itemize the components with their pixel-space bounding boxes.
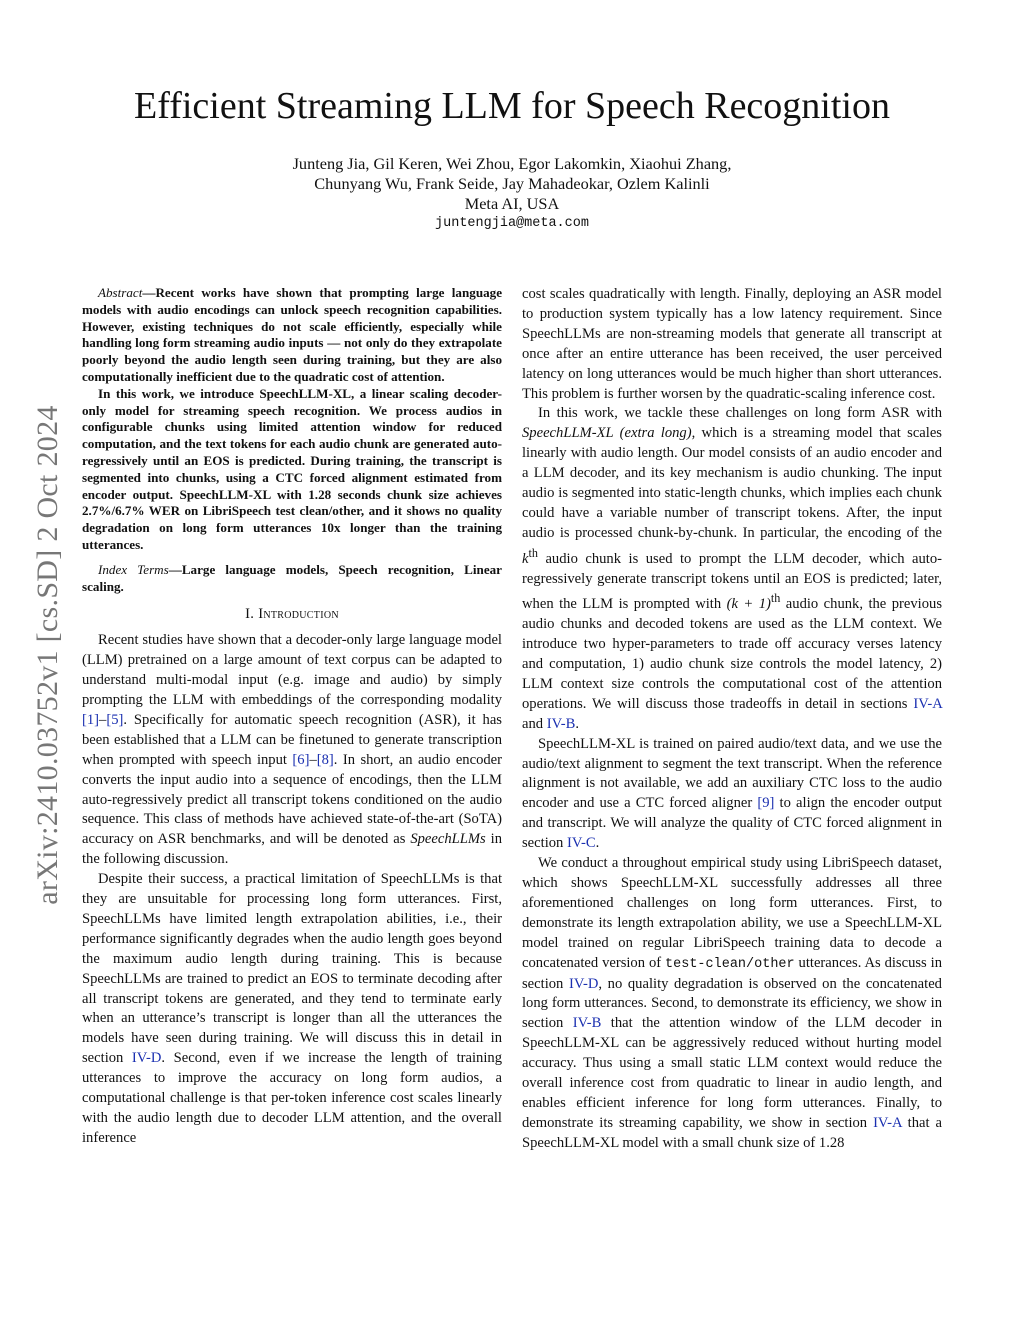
section-link[interactable]: IV-A [873, 1114, 902, 1131]
intro-paragraph-3: In this work, we tackle these challenges on long form ASR with SpeechLLM-XL (extra long), which is a streaming model that scales linearly with audio length. Our model consists of an audio encoder and a LLM decoder, and its key mechanism is audio chunking. The input audio is segmented into static-length chunks, which implies each chunk could have a variable number of transcript tokens. After, the input audio is processed chunk-by-chunk. In particular, the encoding of the $k^{th}$ audio chunk is used to prompt the LLM decoder, which auto-regressively generate transcript tokens until an EOS is predicted; later, when the LLM is prompted with $(k + 1)^{th}$ audio chunk, the previous audio chunks and decoded tokens are used as the LLM context. We introduce two hyper-parameters to trade off accuracy verses latency and computation, 1) audio chunk size controls the model latency, 2) LLM context size controls the computational cost of the attention operations. We will discuss those tradeoffs in detail in sections IV-A and IV-B. [522, 405, 943, 732]
section-link[interactable]: IV-C [567, 835, 596, 852]
author-line-1: Junteng Jia, Gil Keren, Wei Zhou, Egor Lakomkin, Xiaohui Zhang, [292, 154, 732, 173]
citation-link[interactable]: [9] [757, 795, 775, 812]
index-terms-label: Index Terms [98, 561, 169, 577]
affiliation: Meta AI, USA [464, 194, 560, 213]
intro-paragraph-2-continued: cost scales quadratically with length. Finally, deploying an ASR model to production system typically has a low latency requirement. Since SpeechLLMs are non-streaming models that generate all transcript at once after an entire utterance has been received, the user perceived latency on long utterances would be much higher than short utterances. This problem is further worsen by the quadratic-scaling inference cost. [522, 286, 942, 402]
abstract-label: Abstract [98, 285, 143, 300]
model-name: SpeechLLM-XL (extra long) [522, 425, 692, 442]
section-link[interactable]: IV-D [568, 975, 599, 992]
citation-link[interactable]: [8] [316, 751, 334, 768]
author-block [0, 154, 1024, 234]
right-column [522, 285, 942, 1154]
author-email[interactable]: juntengjia@meta.com [435, 216, 589, 231]
abstract-paragraph-2: In this work, we introduce SpeechLLM-XL, a linear scaling decoder-only model for streaming speech recognition. We process audios in configurable chunks using limited attention window for reduced computation, and the text tokens for each audio chunk are generated auto-regressively until an EOS is predicted. During training, the transcript is segmented into chunks, using a CTC forced alignment estimated from encoder output. SpeechLLM-XL with 1.28 seconds chunk size achieves 2.7%/6.7% WER on LibriSpeech test clean/other, and it shows no quality degradation on long form utterances 10x longer than the training utterances. [82, 385, 502, 552]
section-link[interactable]: IV-D [131, 1050, 162, 1067]
author-line-2: Chunyang Wu, Frank Seide, Jay Mahadeokar, Ozlem Kalinli [314, 174, 710, 193]
section-link[interactable]: IV-B [546, 715, 576, 732]
citation-link[interactable]: [5] [106, 711, 124, 728]
section-link[interactable]: IV-A [913, 695, 942, 712]
intro-paragraph-4: SpeechLLM-XL is trained on paired audio/text data, and we use the audio/text alignment to segment the text transcript. When the reference alignment is not available, we add an auxiliary CTC loss to the audio encoder and use a CTC forced aligner [9] to align the encoder output and transcript. We will analyze the quality of CTC forced alignment in section IV-C. [522, 735, 942, 852]
intro-paragraph-1: Recent studies have shown that a decoder-only large language model (LLM) pretrained on a large amount of text corpus can be adapted to understand multi-modal input (e.g. image and audio) by simply prompting the LLM with embeddings of the corresponding modality [1]–[5]. Specifically for automatic speech recognition (ASR), it has been established that a LLM can be finetuned to generate transcription when prompted with speech input [6]–[8]. In short, an audio encoder converts the input audio into a sequence of encodings, then the LLM auto-regressively predict all transcript tokens conditioned on the audio sequence. This class of methods have achieved state-of-the-art (SoTA) accuracy on ASR benchmarks, and will be denoted as SpeechLLMs in the following discussion. [82, 632, 503, 868]
section-heading-introduction: I. Introduction [245, 606, 339, 623]
citation-link[interactable]: [1] [82, 711, 100, 728]
dataset-name: test-clean/other [665, 956, 795, 972]
section-link[interactable]: IV-B [572, 1015, 602, 1032]
intro-paragraph-5: We conduct a throughout empirical study using LibriSpeech dataset, which shows SpeechLLM-XL successfully addresses all three aforementioned challenges on long form utterances. First, to demonstrate its length extrapolation ability, we use a SpeechLLM-XL model trained on regular LibriSpeech training data to decode a concatenated version of test-clean/other utterances. As discuss in section IV-D, no quality degradation is observed on the concatenated long form utterances. Second, to demonstrate its efficiency, we show in section IV-B that the attention window of the LLM decoder in SpeechLLM-XL can be aggressively reduced without hurting model accuracy. Thus using a small static LLM context would reduce the overall inference cost from quadratic to linear in audio length, and enables efficient inference for long form utterances. Finally, to demonstrate its streaming capability, we show in section IV-A that a SpeechLLM-XL model with a small chunk size of 1.28 [522, 855, 942, 1151]
abstract-paragraph-1: Abstract—Recent works have shown that prompting large language models with audio encodings can unlock speech recognition capabilities. However, existing techniques do not scale efficiently, especially while handling long form streaming audio inputs — not only do they extrapolate poorly beyond the audio length seen during training, but they are also computationally inefficient due to the quadratic cost of attention. [82, 285, 502, 384]
arxiv-identifier: arXiv:2410.03752v1 [cs.SD] 2 Oct 2024 [31, 405, 64, 905]
paper-title: Efficient Streaming LLM for Speech Recognition [134, 85, 890, 127]
citation-link[interactable]: [6] [292, 751, 310, 768]
index-terms: Index Terms—Large language models, Speech recognition, Linear scaling. [82, 561, 502, 594]
left-column [82, 285, 502, 1149]
intro-paragraph-2: Despite their success, a practical limitation of SpeechLLMs is that they are unsuitable for processing long form utterances. First, SpeechLLMs have limited length extrapolation abilities, i.e., their performance significantly degrades when the audio length goes beyond the maximum audio length during training. This is because SpeechLLMs are trained to predict an EOS to terminate decoding after all transcript tokens are generated, and they tend to terminate early when an utterance’s transcript is longer than all the utterances the models have seen during training. We will discuss this in detail in section IV-D. Second, even if we increase the length of training utterances to improve the accuracy on long form audios, a computational challenge is that per-token inference cost scales linearly with the audio length due to decoder LLM attention, and the overall inference [82, 871, 502, 1146]
